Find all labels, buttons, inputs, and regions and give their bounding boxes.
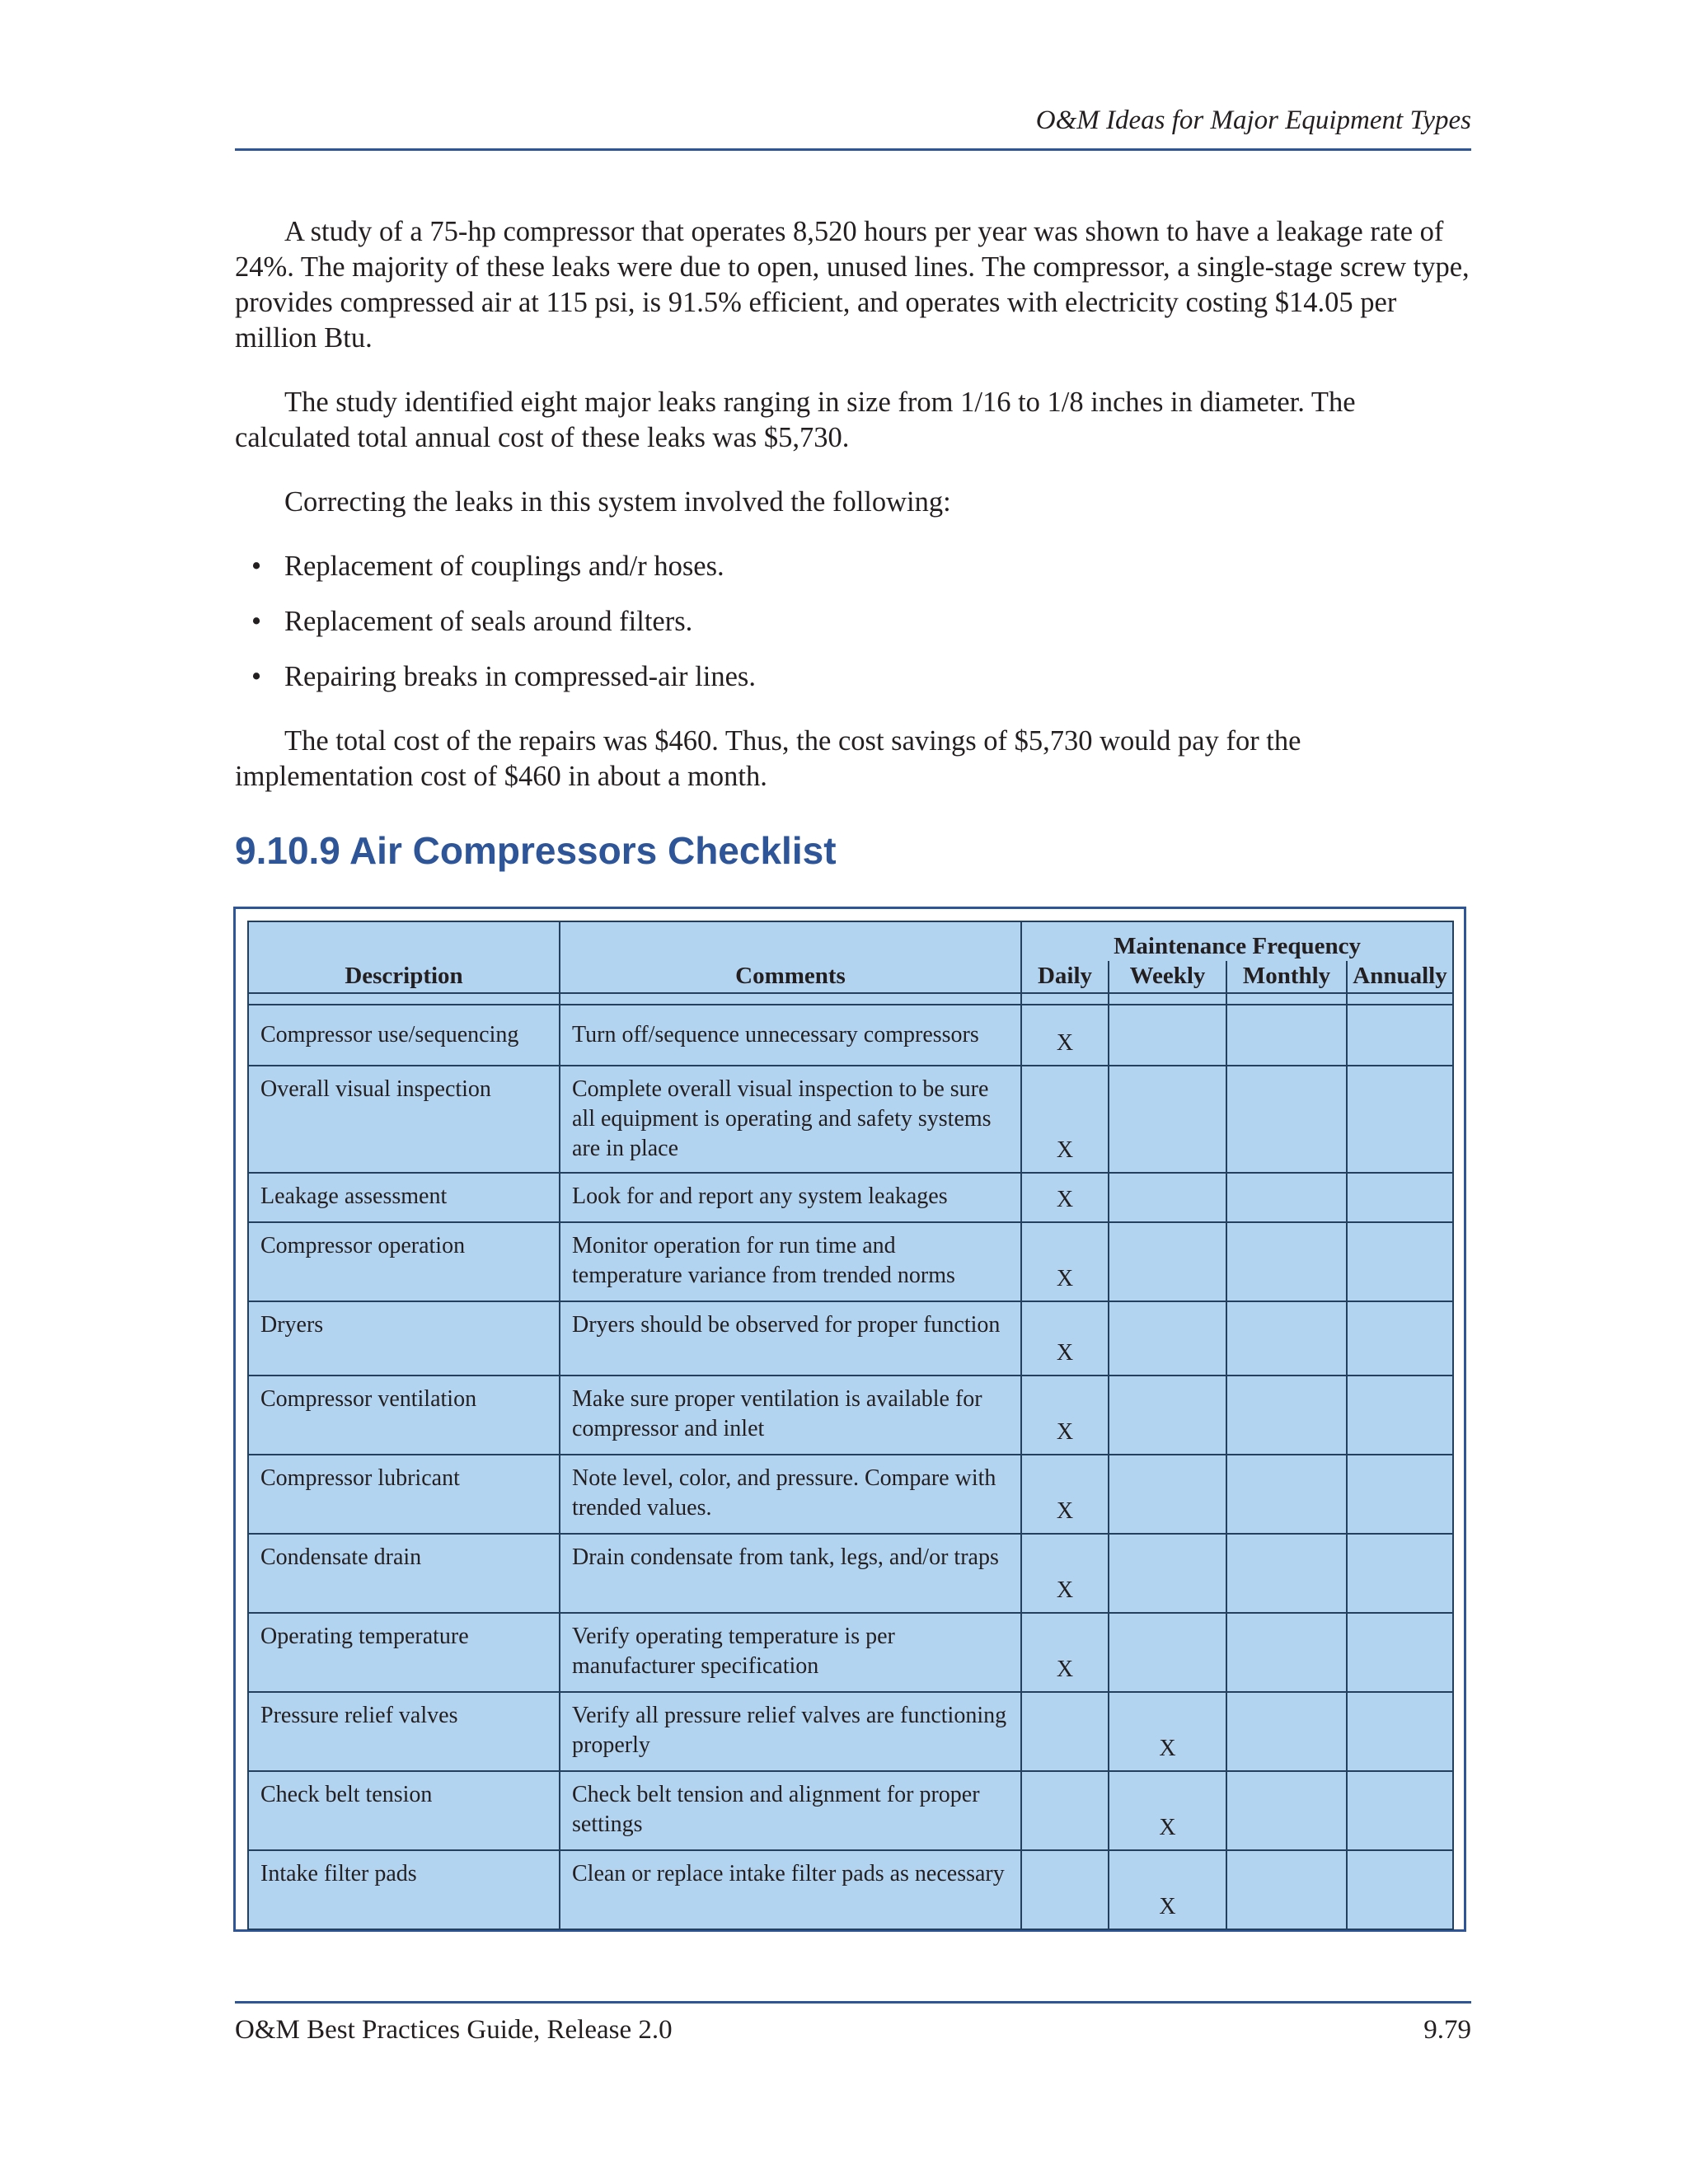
cell-weekly bbox=[1109, 1376, 1226, 1455]
cell-description: Compressor operation bbox=[248, 1222, 560, 1301]
cell-description: Condensate drain bbox=[248, 1534, 560, 1613]
paragraph-4: The total cost of the repairs was $460. Thus, the cost savings of $5,730 would pay for the implementation cost of $460 in about a month. bbox=[235, 725, 1301, 792]
cell-weekly bbox=[1109, 1222, 1226, 1301]
cell-weekly: X bbox=[1109, 1692, 1226, 1771]
cell-annually bbox=[1347, 1771, 1453, 1850]
cell-comments: Turn off/sequence unnecessary compressors bbox=[560, 1005, 1021, 1066]
cell-annually bbox=[1347, 1173, 1453, 1222]
section-heading: 9.10.9 Air Compressors Checklist bbox=[235, 829, 837, 872]
header-comments: Comments bbox=[560, 921, 1021, 993]
table-row bbox=[248, 1005, 1453, 1066]
cell-weekly bbox=[1109, 1173, 1226, 1222]
cell-description: Compressor ventilation bbox=[248, 1376, 560, 1455]
cell-comments: Check belt tension and alignment for proper settings bbox=[560, 1771, 1021, 1850]
cell-monthly bbox=[1226, 1173, 1347, 1222]
table-row bbox=[248, 1301, 1453, 1376]
header-daily: Daily bbox=[1021, 961, 1109, 993]
checklist-frame bbox=[233, 907, 1466, 1932]
cell-monthly bbox=[1226, 1222, 1347, 1301]
cell-comments: Look for and report any system leakages bbox=[560, 1173, 1021, 1222]
cell-annually bbox=[1347, 1301, 1453, 1376]
checklist-table bbox=[247, 921, 1454, 1930]
paragraph-3: Correcting the leaks in this system involved the following: bbox=[284, 486, 951, 518]
cell-daily: X bbox=[1021, 1376, 1109, 1455]
cell-comments: Verify all pressure relief valves are functioning properly bbox=[560, 1692, 1021, 1771]
cell-daily bbox=[1021, 1692, 1109, 1771]
cell-daily: X bbox=[1021, 1455, 1109, 1534]
paragraph-2: The study identified eight major leaks ranging in size from 1/16 to 1/8 inches in diameter. The calculated total annual cost of these leaks was $5,730. bbox=[235, 387, 1356, 453]
cell-monthly bbox=[1226, 1534, 1347, 1613]
cell-daily: X bbox=[1021, 1173, 1109, 1222]
cell-description: Pressure relief valves bbox=[248, 1692, 560, 1771]
header-weekly: Weekly bbox=[1109, 961, 1226, 993]
cell-annually bbox=[1347, 1534, 1453, 1613]
cell-monthly bbox=[1226, 1613, 1347, 1692]
cell-annually bbox=[1347, 1692, 1453, 1771]
cell-monthly bbox=[1226, 1066, 1347, 1173]
cell-daily: X bbox=[1021, 1613, 1109, 1692]
cell-description: Intake filter pads bbox=[248, 1850, 560, 1929]
cell-comments: Note level, color, and pressure. Compare with trended values. bbox=[560, 1455, 1021, 1534]
cell-weekly: X bbox=[1109, 1771, 1226, 1850]
cell-description: Leakage assessment bbox=[248, 1173, 560, 1222]
cell-monthly bbox=[1226, 1301, 1347, 1376]
table-row bbox=[248, 1534, 1453, 1613]
header-maintenance-frequency: Maintenance Frequency bbox=[1021, 921, 1453, 961]
table-row bbox=[248, 1613, 1453, 1692]
cell-annually bbox=[1347, 1066, 1453, 1173]
cell-monthly bbox=[1226, 1005, 1347, 1066]
cell-daily: X bbox=[1021, 1005, 1109, 1066]
cell-description: Compressor use/sequencing bbox=[248, 1005, 560, 1066]
cell-annually bbox=[1347, 1222, 1453, 1301]
cell-comments: Make sure proper ventilation is available for compressor and inlet bbox=[560, 1376, 1021, 1455]
cell-weekly bbox=[1109, 1455, 1226, 1534]
table-row bbox=[248, 1066, 1453, 1173]
cell-comments: Dryers should be observed for proper function bbox=[560, 1301, 1021, 1376]
header-annually: Annually bbox=[1347, 961, 1453, 993]
cell-comments: Drain condensate from tank, legs, and/or traps bbox=[560, 1534, 1021, 1613]
cell-comments: Monitor operation for run time and temperature variance from trended norms bbox=[560, 1222, 1021, 1301]
table-row bbox=[248, 1850, 1453, 1929]
cell-daily: X bbox=[1021, 1534, 1109, 1613]
cell-comments: Verify operating temperature is per manufacturer specification bbox=[560, 1613, 1021, 1692]
cell-weekly bbox=[1109, 1066, 1226, 1173]
bullet-item: • Replacement of couplings and/r hoses. bbox=[235, 549, 1471, 584]
cell-weekly: X bbox=[1109, 1850, 1226, 1929]
page-number: 9.79 bbox=[1423, 2015, 1471, 2045]
body-text bbox=[235, 214, 1471, 823]
cell-daily bbox=[1021, 1771, 1109, 1850]
running-title: O&M Ideas for Major Equipment Types bbox=[1035, 105, 1471, 135]
cell-monthly bbox=[1226, 1455, 1347, 1534]
cell-weekly bbox=[1109, 1613, 1226, 1692]
cell-daily: X bbox=[1021, 1301, 1109, 1376]
cell-annually bbox=[1347, 1376, 1453, 1455]
cell-description: Check belt tension bbox=[248, 1771, 560, 1850]
cell-description: Operating temperature bbox=[248, 1613, 560, 1692]
page-header bbox=[235, 105, 1471, 151]
bullet-item: • Repairing breaks in compressed-air lines. bbox=[235, 659, 1471, 695]
bullet-item: • Replacement of seals around filters. bbox=[235, 604, 1471, 640]
table-row bbox=[248, 1376, 1453, 1455]
cell-weekly bbox=[1109, 1534, 1226, 1613]
cell-comments: Complete overall visual inspection to be sure all equipment is operating and safety systems are in place bbox=[560, 1066, 1021, 1173]
cell-weekly bbox=[1109, 1301, 1226, 1376]
cell-description: Overall visual inspection bbox=[248, 1066, 560, 1173]
cell-annually bbox=[1347, 1455, 1453, 1534]
paragraph-1: A study of a 75-hp compressor that operates 8,520 hours per year was shown to have a leakage rate of 24%. The majority of these leaks were due to open, unused lines. The compressor, a single-stage screw type, provides compressed air at 115 psi, is 91.5% efficient, and operates with electricity costing $14.05 per million Btu. bbox=[235, 216, 1470, 354]
cell-comments: Clean or replace intake filter pads as necessary bbox=[560, 1850, 1021, 1929]
table-row bbox=[248, 1173, 1453, 1222]
cell-daily: X bbox=[1021, 1066, 1109, 1173]
header-description: Description bbox=[248, 921, 560, 993]
header-monthly: Monthly bbox=[1226, 961, 1347, 993]
cell-daily: X bbox=[1021, 1222, 1109, 1301]
cell-daily bbox=[1021, 1850, 1109, 1929]
cell-annually bbox=[1347, 1613, 1453, 1692]
footer-guide-title: O&M Best Practices Guide, Release 2.0 bbox=[235, 2015, 673, 2045]
cell-monthly bbox=[1226, 1376, 1347, 1455]
cell-annually bbox=[1347, 1005, 1453, 1066]
bullet-list bbox=[235, 549, 1471, 695]
cell-description: Dryers bbox=[248, 1301, 560, 1376]
checklist-body bbox=[248, 993, 1453, 1929]
table-row bbox=[248, 1222, 1453, 1301]
spacer-row bbox=[248, 993, 1453, 1005]
table-row bbox=[248, 1692, 1453, 1771]
cell-monthly bbox=[1226, 1771, 1347, 1850]
table-row bbox=[248, 1771, 1453, 1850]
cell-monthly bbox=[1226, 1692, 1347, 1771]
cell-description: Compressor lubricant bbox=[248, 1455, 560, 1534]
cell-weekly bbox=[1109, 1005, 1226, 1066]
page-footer bbox=[235, 2001, 1471, 2045]
cell-monthly bbox=[1226, 1850, 1347, 1929]
cell-annually bbox=[1347, 1850, 1453, 1929]
table-row bbox=[248, 1455, 1453, 1534]
